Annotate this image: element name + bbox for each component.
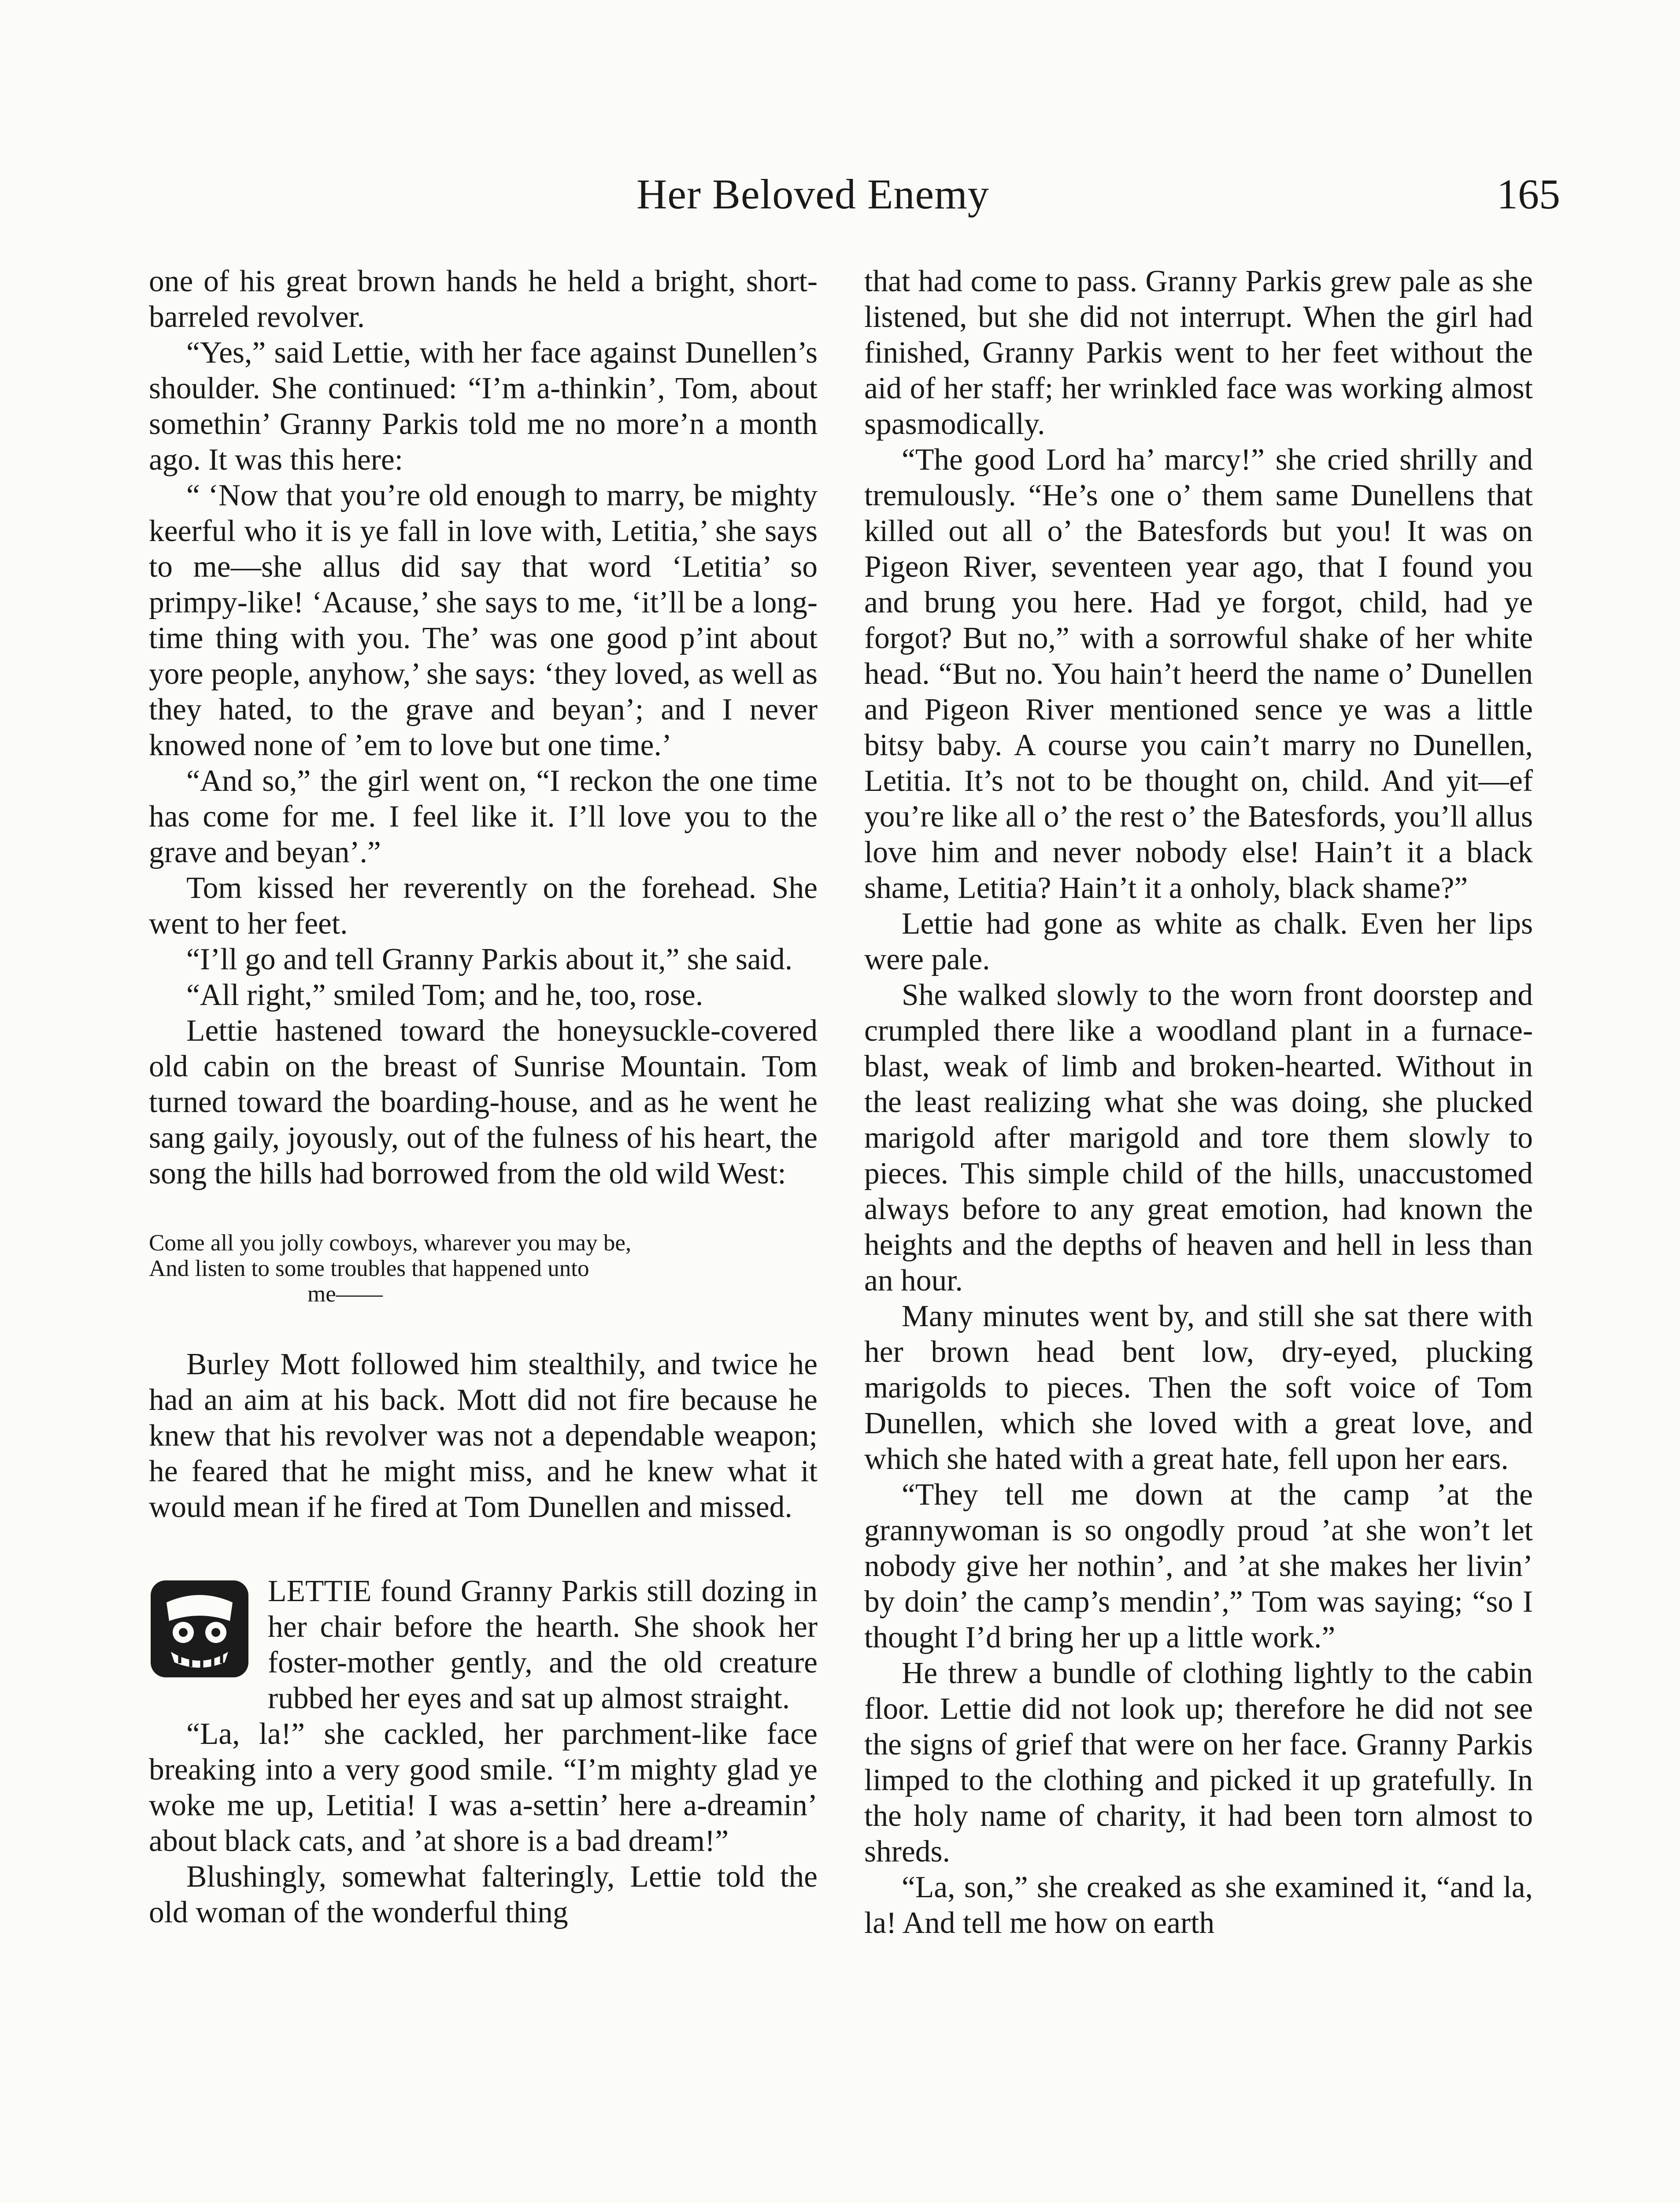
paragraph: one of his great brown hands he held a bright, short-barreled revolver. — [149, 264, 818, 334]
paragraph: “ ‘Now that you’re old enough to marry, be mighty keerful who it is ye fall in love with, Letitia,’ she says to me—she allus did say that word ‘Letitia’ so primpy-like! ‘Acause,’ she says to me, ‘it’ll be a long-time thing with you. The’ was one good p’int about yore people, anyhow,’ she says: ‘they loved, as well as they hated, to the grave and beyan’; and I never knowed none of ’em to love but one time.’ — [149, 478, 818, 762]
mask-ornament-icon — [149, 1579, 250, 1679]
song-verse — [149, 1230, 818, 1307]
running-head: Her Beloved Enemy — [636, 171, 989, 218]
paragraph: “La, la!” she cackled, her parchment-like face breaking into a very good smile. “I’m mighty glad ye woke me up, Letitia! I was a-settin’ here a-dreamin’ about black cats, and ’at shore is a bad dream!” — [149, 1717, 818, 1858]
paragraph: LETTIE found Granny Parkis still dozing in her chair before the hearth. She shook her foster-mother gently, and the old creature rubbed her eyes and sat up almost straight. — [268, 1574, 818, 1715]
paragraph: Burley Mott followed him stealthily, and twice he had an aim at his back. Mott did not fire because he knew that his revolver was not a dependable weapon; he feared that he might miss, and he knew what it would mean if he fired at Tom Dunellen and missed. — [149, 1347, 818, 1524]
left-column — [149, 263, 818, 1930]
paragraph: “La, son,” she creaked as she examined it, “and la, la! And tell me how on earth — [864, 1870, 1533, 1940]
paragraph: She walked slowly to the worn front doorstep and crumpled there like a woodland plant in a furnace-blast, weak of limb and broken-hearted. Without in the least realizing what she was doing, she plucked marigold after marigold and tore them slowly to pieces. This simple child of the hills, unaccustomed always before to any great emotion, had known the heights and the depths of heaven and hell in less than an hour. — [864, 978, 1533, 1298]
section-opening — [149, 1573, 818, 1716]
drop-cap-ornament-icon — [149, 1579, 250, 1679]
paragraph: that had come to pass. Granny Parkis grew pale as she listened, but she did not interrupt. When the girl had finished, Granny Parkis went to her feet without the aid of her staff; her wrinkled face was working almost spasmodically. — [864, 264, 1533, 441]
paragraph: “And so,” the girl went on, “I reckon the one time has come for me. I feel like it. I’ll love you to the grave and beyan’.” — [149, 764, 818, 869]
verse-line: And listen to some troubles that happened unto — [149, 1256, 589, 1281]
verse-line: Come all you jolly cowboys, wharever you may be, — [149, 1230, 632, 1256]
paragraph: “All right,” smiled Tom; and he, too, rose. — [186, 978, 703, 1012]
paragraph: Blushingly, somewhat falteringly, Lettie told the old woman of the wonderful thing — [149, 1860, 818, 1929]
paragraph: “Yes,” said Lettie, with her face against Dunellen’s shoulder. She continued: “I’m a-thinkin’, Tom, about somethin’ Granny Parkis told me no more’n a month ago. It was this here: — [149, 336, 818, 477]
verse-line: me—— — [307, 1281, 383, 1307]
right-column — [864, 263, 1533, 1941]
paragraph: Lettie had gone as white as chalk. Even her lips were pale. — [864, 907, 1533, 976]
paragraph: He threw a bundle of clothing lightly to the cabin floor. Lettie did not look up; therefore he did not see the signs of grief that were on her face. Granny Parkis limped to the clothing and picked it up gratefully. In the holy name of charity, it had been torn almost to shreds. — [864, 1656, 1533, 1869]
paragraph: Lettie hastened toward the honeysuckle-covered old cabin on the breast of Sunrise Mountain. Tom turned toward the boarding-house, and as he went he sang gaily, joyously, out of the fulness of his heart, the song the hills had borrowed from the old wild West: — [149, 1014, 818, 1191]
section-break — [149, 1525, 818, 1573]
paragraph: “I’ll go and tell Granny Parkis about it,” she said. — [186, 942, 793, 976]
paragraph: “The good Lord ha’ marcy!” she cried shrilly and tremulously. “He’s one o’ them same Dunellens that killed out all o’ the Batesfords but you! It was on Pigeon River, seventeen year ago, that I found you and brung you here. Had ye forgot, child, had ye forgot? But no,” with a sorrowful shake of her white head. “But no. You hain’t heerd the name o’ Dunellen and Pigeon River mentioned sence ye was a little bitsy baby. A course you cain’t marry no Dunellen, Letitia. It’s not to be thought on, child. And yit—ef you’re like all o’ the rest o’ the Batesfords, you’ll allus love him and never nobody else! Hain’t it a black shame, Letitia? Hain’t it a onholy, black shame?” — [864, 443, 1533, 905]
paragraph: Many minutes went by, and still she sat there with her brown head bent low, dry-eyed, plucking marigolds to pieces. Then the soft voice of Tom Dunellen, which she loved with a great love, and which she hated with a great hate, fell upon her ears. — [864, 1299, 1533, 1476]
page-number: 165 — [1497, 171, 1560, 218]
paragraph: “They tell me down at the camp ’at the grannywoman is so ongodly proud ’at she won’t let nobody give her nothin’, and ’at she makes her livin’ by doin’ the camp’s mendin’,” Tom was saying; “so I thought I’d bring her up a little work.” — [864, 1478, 1533, 1654]
paragraph: Tom kissed her reverently on the forehead. She went to her feet. — [149, 871, 818, 941]
